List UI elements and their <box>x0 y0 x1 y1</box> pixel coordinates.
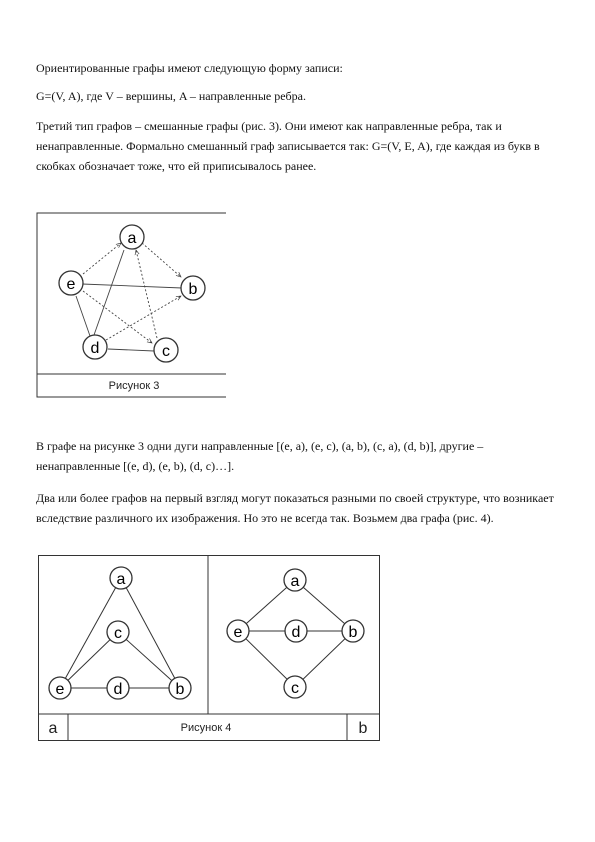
left-edge-c-b <box>118 632 180 688</box>
paragraph-1: Ориентированные графы имеют следующую форму записи: <box>36 61 343 75</box>
svg-text:e: e <box>233 624 243 641</box>
left-node-e <box>49 677 71 699</box>
edge-e-a <box>83 243 121 274</box>
svg-text:e: e <box>55 681 65 698</box>
right-node-e <box>227 620 249 642</box>
node-b <box>181 276 205 300</box>
svg-text:a: a <box>127 230 137 247</box>
svg-text:b: b <box>188 281 198 298</box>
svg-text:a: a <box>290 573 300 590</box>
left-node-d <box>107 677 129 699</box>
left-node-b <box>169 677 191 699</box>
paragraph-4: В графе на рисунке 3 одни дуги направленные [(e, a), (e, c), (a, b), (c, a), (d, b)], другие – ненаправленные [(e, d), (e, b), (d, c)…]. <box>36 439 484 473</box>
figure-4 <box>38 555 380 741</box>
svg-text:e: e <box>66 276 76 293</box>
left-node-a <box>110 567 132 589</box>
svg-text:a: a <box>116 571 126 588</box>
svg-text:b: b <box>175 681 185 698</box>
left-edge-c-e <box>60 632 118 688</box>
figure-4-caption: Рисунок 4 <box>180 722 232 734</box>
right-edge-e-c <box>238 631 295 687</box>
edge-d-c <box>108 349 154 351</box>
left-edge-a-b <box>121 578 180 688</box>
svg-text:d: d <box>90 340 100 357</box>
figure-3-caption: Рисунок 3 <box>108 380 160 392</box>
svg-text:c: c <box>114 625 122 642</box>
right-node-a <box>284 569 306 591</box>
right-node-b <box>342 620 364 642</box>
paragraph-2: G=(V, A), где V – вершины, A – направленные ребра. <box>36 89 306 103</box>
node-a <box>120 225 144 249</box>
svg-text:b: b <box>348 624 358 641</box>
node-d <box>83 335 107 359</box>
edge-e-d <box>76 296 90 336</box>
figure-4-label-a: a <box>48 720 58 737</box>
edge-a-b <box>142 243 181 277</box>
right-node-d <box>285 620 307 642</box>
svg-text:c: c <box>291 680 299 697</box>
svg-text:d: d <box>113 681 123 698</box>
figure-4-frame <box>39 556 380 741</box>
svg-text:c: c <box>162 343 170 360</box>
paragraph-5: Два или более графов на первый взгляд могут показаться разными по своей структуре, что возникает вследствие различного их изображения. Но это не всегда так. Возьмем два графа (рис. 4). <box>36 491 554 525</box>
node-e <box>59 271 83 295</box>
figure-4-label-b: b <box>358 720 368 737</box>
edge-e-b <box>82 284 182 288</box>
svg-text:d: d <box>291 624 301 641</box>
figure-3 <box>36 212 228 398</box>
paragraph-3: Третий тип графов – смешанные графы (рис. 3). Они имеют как направленные ребра, так и ненаправленные. Формально смешанный граф записывается так: G=(V, E, A), где каждая из букв в скобках обозначает тоже, что ей приписывалось ранее. <box>36 119 540 173</box>
edge-d-b <box>106 296 181 340</box>
edge-d-a <box>94 250 124 335</box>
right-node-c <box>284 676 306 698</box>
node-c <box>154 338 178 362</box>
edge-c-a <box>136 250 157 338</box>
left-node-c <box>107 621 129 643</box>
